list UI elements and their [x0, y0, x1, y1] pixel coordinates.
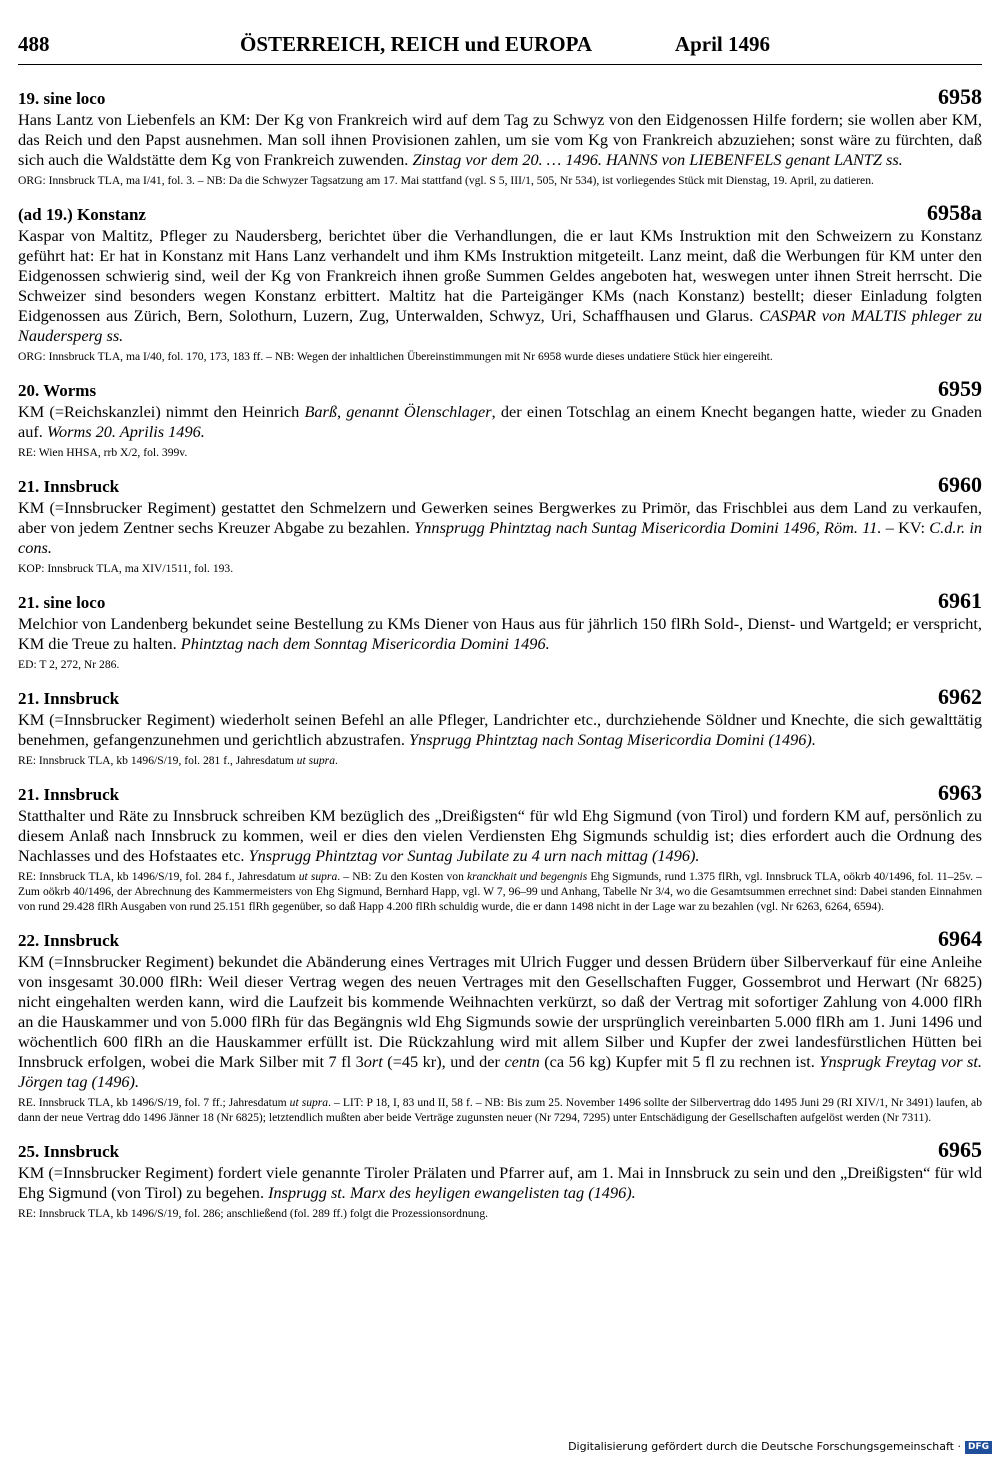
entry-number: 6958a [927, 200, 982, 225]
entry-text [18, 952, 982, 1092]
italic-text: Ynsprugk Freytag vor st. Jörgen tag (1496). [18, 1052, 982, 1091]
regest-entry [18, 473, 982, 576]
entry-citation: Ynsprugg Phintztag vor Suntag Jubilate zu 4 urn nach mittag (1496). [248, 846, 700, 865]
text-run: – KV: [881, 518, 930, 537]
entry-heading [18, 377, 982, 401]
dfg-logo: DFG [965, 1441, 992, 1454]
entry-source-note: RE: Wien HHSA, rrb X/2, fol. 399v. [18, 446, 188, 459]
entry-date: 19. sine loco [18, 89, 106, 108]
entry-number: 6964 [938, 926, 982, 951]
document-page [18, 30, 982, 1234]
entry-date: (ad 19.) Konstanz [18, 205, 146, 224]
italic-text: ut supra [298, 870, 338, 883]
italic-text: ut supra [289, 1096, 329, 1109]
entry-heading [18, 1138, 982, 1162]
text-run: RE. Innsbruck TLA, kb 1496/S/19, fol. 7 ff.; Jahresdatum [18, 1096, 290, 1109]
entry-citation: Ynsprugg Phintztag nach Sontag Misericordia Domini (1496). [409, 730, 816, 749]
footer-credit: Digitalisierung gefördert durch die Deutsche Forschungsgemeinschaft · [568, 1440, 961, 1453]
entry-date: 21. Innsbruck [18, 477, 120, 496]
entry-source-note [18, 869, 982, 914]
regest-entry [18, 589, 982, 672]
running-date: April 1496 [674, 32, 770, 56]
entry-summary: Kaspar von Maltitz, Pfleger zu Naudersberg, berichtet über die Verhandlungen, die er laut KMs Instruktion mit den Schweizern zu Konstanz geführt hat: Er hat in Konstanz mit Hans Lanz verhandelt und ihm KMs Instruktion mitgeteilt. Lanz meint, daß die Werbungen für KM unter den Eidgenossen schwierig sind, weil der Kg von Frankreich ihnen große Summen Geldes angeboten hat, weswegen unter ihnen Streit herrscht. Die Schweizer sind besonders wegen Konstanz erbittert. Maltitz hat die Parteigänger KMs (nach Konstanz) bestellt; dieser Einladung folgten Eidgenossen aus Zürich, Bern, Solothurn, Luzern, Zug, Unterwalden, Schwyz, Uri, Schaffhausen und Glarus. [18, 226, 982, 325]
entry-heading [18, 473, 982, 497]
regest-entry [18, 377, 982, 460]
text-run: RE: Innsbruck TLA, kb 1496/S/19, fol. 284 f., Jahresdatum [18, 870, 299, 883]
text-run: . – NB: Zu den Kosten von [337, 870, 467, 883]
entry-date: 25. Innsbruck [18, 1142, 120, 1161]
regest-entry [18, 927, 982, 1125]
entry-text [18, 1163, 982, 1203]
entry-heading [18, 685, 982, 709]
entry-text [18, 498, 982, 558]
text-run: . [335, 754, 338, 767]
entry-citation: Insprugg st. Marx des heyligen ewangelisten tag (1496). [268, 1183, 636, 1202]
running-title: ÖSTERREICH, REICH und EUROPA [240, 32, 593, 56]
entry-date: 21. sine loco [18, 593, 106, 612]
entry-summary: Hans Lantz von Liebenfels an KM: Der Kg von Frankreich wird auf dem Tag zu Schwyz von den Eidgenossen Hilfe fordern; sie wollen aber KM, das Reich und den Papst ausnehmen. Man soll ihnen Provisionen zahlen, um sie vom Kg von Frankreich abzuziehen; sonst wäre zu fürchten, daß sich auch die Waldstätte dem Kg von Frankreich zuwenden. [18, 110, 982, 169]
text-run: (=45 kr), und der [382, 1052, 505, 1071]
entry-source-note: RE: Innsbruck TLA, kb 1496/S/19, fol. 286; anschließend (fol. 289 ff.) folgt die Prozessionsordnung. [18, 1207, 489, 1220]
entry-text [18, 402, 982, 442]
entry-heading [18, 927, 982, 951]
regest-entry [18, 685, 982, 768]
entry-number: 6962 [938, 684, 982, 709]
italic-text: centn [504, 1052, 540, 1071]
text-run: (ca 56 kg) Kupfer mit 5 fl zu rechnen ist. [539, 1052, 820, 1071]
italic-text: Barß, genannt Ölenschlager [304, 402, 492, 421]
entry-text [18, 710, 982, 750]
entry-summary: KM (=Innsbrucker Regiment) wiederholt seinen Befehl an alle Pfleger, Landrichter etc., durchziehende Söldner und Knechte, die sich gewalttätig benehmen, gefangenzunehmen und gerichtlich abzustrafen. [18, 710, 982, 749]
entry-source-note: ED: T 2, 272, Nr 286. [18, 658, 120, 671]
entry-heading [18, 85, 982, 109]
italic-text: Worms 20. Aprilis 1496. [46, 422, 205, 441]
entry-heading [18, 201, 982, 225]
entry-text [18, 614, 982, 654]
entry-source-note: KOP: Innsbruck TLA, ma XIV/1511, fol. 193. [18, 562, 234, 575]
regest-entry [18, 1138, 982, 1221]
entry-number: 6959 [938, 376, 982, 401]
page-number: 488 [18, 32, 50, 56]
regest-entry [18, 201, 982, 364]
entry-source-note [18, 753, 982, 768]
italic-text: kranckhait und begengnis [467, 870, 588, 883]
entry-text [18, 226, 982, 346]
entry-source-note [18, 1095, 982, 1125]
entry-number: 6965 [938, 1137, 982, 1162]
entry-number: 6960 [938, 472, 982, 497]
italic-text: ort [363, 1052, 383, 1071]
entry-summary: Statthalter und Räte zu Innsbruck schreiben KM bezüglich des „Dreißigsten“ für wld Ehg Sigmund (von Tirol) und fordern KM auf, persönlich zu diesem Anlaß nach Innsbruck zu kommen, weil er dies den vielen Verdiensten Ehg Sigmunds schuldig ist; dies erfordert auch die Ordnung des Nachlasses und des Hofstaates etc. [18, 806, 982, 865]
entry-date: 22. Innsbruck [18, 931, 120, 950]
text-run: RE: Innsbruck TLA, kb 1496/S/19, fol. 281 f., Jahresdatum [18, 754, 297, 767]
entry-text [18, 806, 982, 866]
regest-entry [18, 85, 982, 188]
entry-citation: Zinstag vor dem 20. … 1496. HANNS von LIEBENFELS genant LANTZ ss. [412, 150, 903, 169]
entry-citation: CASPAR von MALTIS phleger zu Naudersperg ss. [18, 306, 983, 345]
italic-text: C.d.r. in cons. [18, 518, 982, 557]
text-run: , der einen Totschlag an einem Knecht begangen hatte, wieder zu Gnaden auf. [18, 402, 983, 441]
italic-text: Ynnsprugg Phintztag nach Suntag Misericordia Domini 1496, Röm. 11. [414, 518, 882, 537]
text-run: KM (=Innsbrucker Regiment) bekundet die Abänderung eines Vertrages mit Ulrich Fugger und dessen Brüdern über Silberverkauf für eine Anleihe von insgesamt 30.000 flRh: Weil dieser Vertrag wegen des neuen Vertrages mit den Gesellschaften Fugger, Gossembrot und Herwart (Nr 6825) nicht eingehalten werden kann, wird die Laufzeit bis kommende Weihnachten verkürzt, so daß der Vertrag mit sofortiger Zahlung von 4.000 flRh an die Hauskammer und von 5.000 flRh für das Begängnis wld Ehg Sigmunds sowie der ursprünglich vereinbarten 5.000 flRh am 1. Juni 1496 und wöchentlich 600 flRh an die Hauskammer erfüllt ist. Die Rückzahlung wird mit allem Silber und Kupfer der zwei landesfürstlichen Hütten bei Innsbruck erfolgen, wobei die Mark Silber mit 7 fl 3 [18, 952, 982, 1071]
entry-number: 6963 [938, 780, 982, 805]
text-run: KM (=Innsbrucker Regiment) gestattet den Schmelzern und Gewerken seines Bergwerkes zu Primör, das Frischblei aus dem Land zu verkaufen, aber von jedem Zentner sechs Kreuzer Abgabe zu bezahlen. [18, 498, 982, 537]
entry-text [18, 110, 982, 170]
entry-date: 21. Innsbruck [18, 785, 120, 804]
entry-source-note: ORG: Innsbruck TLA, ma I/41, fol. 3. – NB: Da die Schwyzer Tagsatzung am 17. Mai stattfand (vgl. S 5, III/1, 505, Nr 534), ist vorliegendes Stück mit Dienstag, 19. April, zu datieren. [18, 174, 874, 187]
italic-text: ut supra [296, 754, 335, 767]
entry-heading [18, 589, 982, 613]
footer [568, 1440, 992, 1454]
entry-citation: Phintztag nach dem Sonntag Misericordia Domini 1496. [180, 634, 550, 653]
regesta-entries [18, 85, 982, 1221]
entry-source-note: ORG: Innsbruck TLA, ma I/40, fol. 170, 173, 183 ff. – NB: Wegen der inhaltlichen Übereinstimmungen mit Nr 6958 wurde dieses undatiere Stück hier eingereiht. [18, 350, 773, 363]
running-head [18, 30, 982, 65]
entry-date: 20. Worms [18, 381, 97, 400]
entry-summary: KM (=Innsbrucker Regiment) fordert viele genannte Tiroler Prälaten und Pfarrer auf, am 1. Mai in Innsbruck zu sein und den „Dreißigsten“ für wld Ehg Sigmund (von Tirol) zu begehen. [18, 1163, 982, 1202]
text-run: . – LIT: P 18, I, 83 und II, 58 f. – NB: Bis zum 25. November 1496 sollte der Silbervertrag ddo 1495 Juni 29 (RI XIV/1, Nr 3491) laufen, ab dann der neue Vertrag ddo 1496 Jänner 18 (Nr 6825); letztendlich mußten aber beide Verträge zugunsten neuer (Nr 7294, 7295) unter Entschädigung der Gesellschaften aufgelöst werden (Nr 7311). [18, 1096, 982, 1124]
entry-heading [18, 781, 982, 805]
entry-summary: Melchior von Landenberg bekundet seine Bestellung zu KMs Diener von Haus aus für jährlich 150 flRh Sold-, Dienst- und Wartgeld; er verspricht, KM die Treue zu halten. [18, 614, 982, 653]
entry-number: 6961 [938, 588, 982, 613]
text-run: Ehg Sigmunds, rund 1.375 flRh, vgl. Innsbruck TLA, oökrb 40/1496, fol. 11–25v. – Zum oökrb 40/1496, der Abrechnung des Kammermeisters von Ehg Sigmund, Bernhard Happ, vgl. W 7, 96–99 und Anhang, Tabelle Nr 3/4, wo die Gesamtsummen errechnet sind: Dabei standen Einnahmen von rund 29.428 flRh Ausgaben von rund 25.151 flRh gegenüber, so daß Happ 4.200 flRh schuldig wurde, die er dann 1498 nicht in der Lage war zu bezahlen (vgl. Nr 6263, 6264, 6594). [18, 870, 982, 913]
text-run: KM (=Reichskanzlei) nimmt den Heinrich [18, 402, 305, 421]
entry-date: 21. Innsbruck [18, 689, 120, 708]
entry-number: 6958 [938, 84, 982, 109]
regest-entry [18, 781, 982, 914]
